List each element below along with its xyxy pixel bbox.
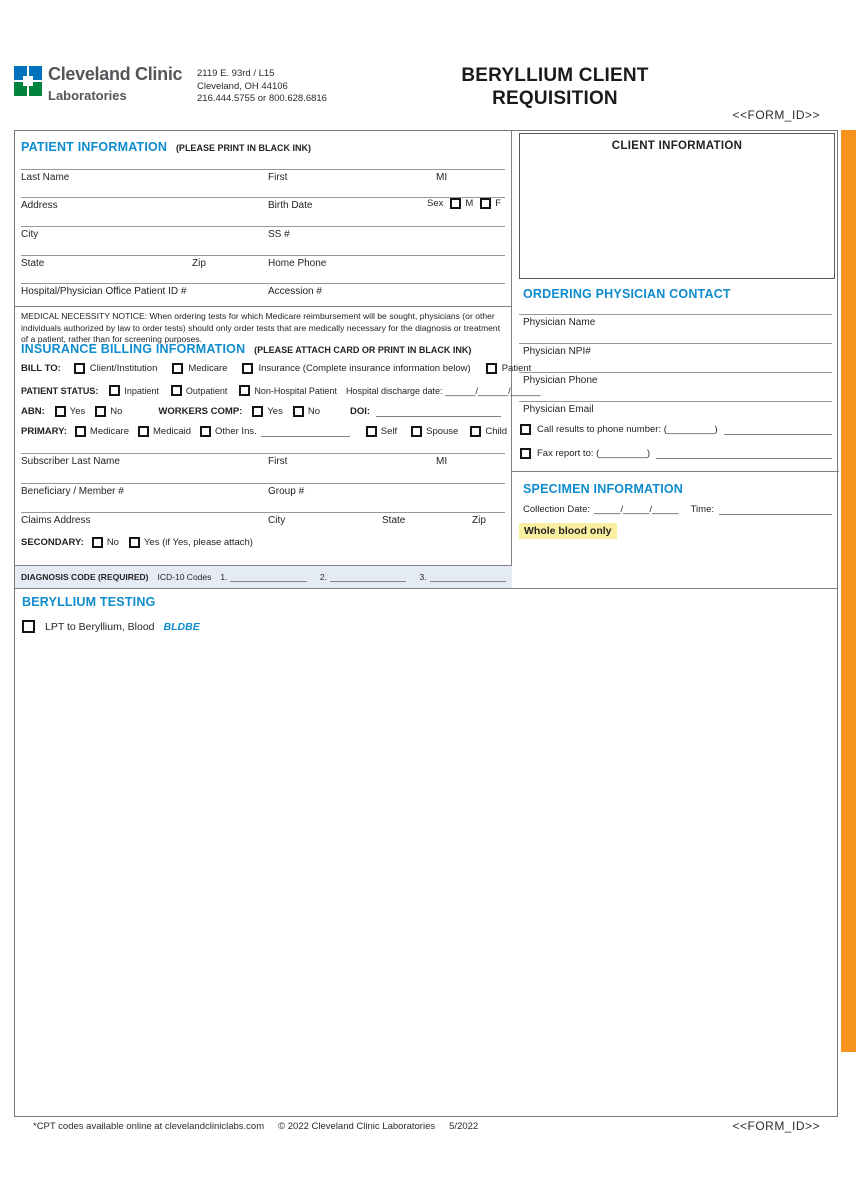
other-insurance-blank[interactable] (261, 427, 350, 437)
discharge-date-blanks[interactable]: ______/______/______ (445, 385, 541, 396)
label-sex: Sex (427, 198, 444, 209)
label-home-phone: Home Phone (268, 258, 327, 269)
label-beneficiary: Beneficiary / Member # (21, 486, 124, 497)
form-title: BERYLLIUM CLIENT REQUISITION (461, 65, 649, 109)
write-line[interactable] (519, 372, 832, 373)
patient-section-header: PATIENT INFORMATION (PLEASE PRINT IN BLACK INK) (21, 140, 311, 154)
label-claims-state: State (382, 515, 406, 526)
label-doi: DOI: (349, 406, 371, 417)
label-lpt-beryllium: LPT to Beryllium, Blood (45, 620, 155, 633)
write-line[interactable] (519, 401, 832, 402)
label-zip: Zip (192, 258, 206, 269)
label-bill-to: BILL TO: (21, 363, 61, 374)
medical-necessity-notice: MEDICAL NECESSITY NOTICE: When ordering tests for which Medicare reimbursement will be sought, physicians (or other individuals authorized by law to order tests) should only order tests that are medically necessary for the diagnosis or treatment of a patient, rather than for screening purposes. (21, 311, 501, 344)
label-physician-phone: Physician Phone (523, 375, 598, 386)
patient-status-row: PATIENT STATUS: Inpatient Outpatient Non-Hospital Patient Hospital discharge date: ______/______/______ (21, 385, 541, 396)
primary-insurance-row: PRIMARY: Medicare Medicaid Other Ins. Self Spouse Child (21, 426, 507, 437)
label-state: State (21, 258, 45, 269)
label-group: Group # (268, 486, 305, 497)
label-discharge-date: Hospital discharge date: (345, 385, 443, 396)
label-physician-name: Physician Name (523, 317, 596, 328)
collection-date-row (523, 504, 832, 515)
checkbox-outpatient[interactable] (171, 385, 182, 396)
fax-report-row (520, 448, 832, 459)
label-address: Address (21, 200, 58, 211)
checkbox-primary-other[interactable] (200, 426, 211, 437)
footer-copyright: © 2022 Cleveland Clinic Laboratories (278, 1121, 436, 1132)
checkbox-insurance-billto[interactable] (242, 363, 253, 374)
label-mi: MI (436, 172, 448, 183)
write-line[interactable] (21, 283, 505, 284)
label-sex-m: M (465, 198, 474, 209)
write-line[interactable] (21, 483, 505, 484)
label-claims-address: Claims Address (21, 515, 91, 526)
label-city: City (21, 229, 39, 240)
beryllium-testing-section (15, 588, 837, 1118)
test-code-bldbe: BLDBE (163, 620, 200, 633)
checkbox-lpt-beryllium[interactable] (22, 620, 35, 633)
whole-blood-note: Whole blood only (519, 523, 617, 539)
label-fax-report: Fax report to: (_________) (537, 448, 651, 459)
label-subscriber-mi: MI (436, 456, 448, 467)
checkbox-sex-female[interactable] (480, 198, 491, 209)
footer-cpt-note: *CPT codes available online at clevelandcliniclabs.com (33, 1121, 265, 1132)
checkbox-primary-medicaid[interactable] (138, 426, 149, 437)
label-secondary: SECONDARY: (21, 537, 84, 548)
checkbox-secondary-no[interactable] (92, 537, 103, 548)
write-line[interactable] (519, 314, 832, 315)
icd10-blank-1[interactable] (230, 572, 306, 582)
orange-edge-bar (841, 130, 856, 1052)
checkbox-abn-no[interactable] (95, 406, 106, 417)
label-icd10: ICD-10 Codes (157, 572, 212, 582)
divider (15, 306, 512, 307)
checkbox-client-institution[interactable] (74, 363, 85, 374)
write-line[interactable] (21, 169, 505, 170)
footer (33, 1121, 478, 1132)
sex-group (427, 198, 501, 209)
label-first: First (268, 172, 288, 183)
logo-text: Cleveland Clinic (48, 64, 183, 84)
client-info-title: CLIENT INFORMATION (611, 140, 743, 152)
cleveland-clinic-logo-icon (14, 66, 42, 96)
label-accession: Accession # (268, 286, 322, 297)
checkbox-non-hospital[interactable] (239, 385, 250, 396)
checkbox-wc-yes[interactable] (252, 406, 263, 417)
label-primary: PRIMARY: (21, 426, 67, 437)
checkbox-rel-child[interactable] (470, 426, 481, 437)
checkbox-rel-spouse[interactable] (411, 426, 422, 437)
checkbox-sex-male[interactable] (450, 198, 461, 209)
label-collection-date: Collection Date: (523, 504, 591, 515)
checkbox-medicare-billto[interactable] (172, 363, 183, 374)
label-claims-zip: Zip (472, 515, 486, 526)
label-sex-f: F (495, 198, 502, 209)
icd10-blank-2[interactable] (330, 572, 406, 582)
checkbox-wc-no[interactable] (293, 406, 304, 417)
form-id-top: <<FORM_ID>> (732, 108, 820, 122)
time-blank[interactable] (719, 505, 832, 515)
label-workers-comp: WORKERS COMP: (158, 406, 243, 417)
write-line[interactable] (21, 226, 505, 227)
insurance-section-header: INSURANCE BILLING INFORMATION (PLEASE ATTACH CARD OR PRINT IN BLACK INK) (21, 342, 472, 356)
call-results-blank[interactable] (724, 425, 832, 435)
collection-date-blanks[interactable]: _____/_____/_____ (594, 504, 679, 515)
form-id-bottom: <<FORM_ID>> (732, 1119, 820, 1133)
icd10-blank-3[interactable] (430, 572, 506, 582)
checkbox-fax-report[interactable] (520, 448, 531, 459)
label-diagnosis-code: DIAGNOSIS CODE (REQUIRED) (21, 572, 149, 582)
secondary-row: SECONDARY: No Yes (if Yes, please attach) (21, 537, 253, 548)
checkbox-secondary-yes[interactable] (129, 537, 140, 548)
beryllium-test-row (22, 620, 200, 633)
write-line[interactable] (21, 512, 505, 513)
label-hospital-patient-id: Hospital/Physician Office Patient ID # (21, 286, 187, 297)
label-birth-date: Birth Date (268, 200, 313, 211)
doi-blank[interactable] (376, 407, 501, 417)
label-claims-city: City (268, 515, 286, 526)
checkbox-patient-billto[interactable] (486, 363, 497, 374)
patient-insurance-column (15, 131, 541, 588)
testing-section-header: BERYLLIUM TESTING (22, 595, 156, 609)
abn-workers-comp-row: ABN: Yes No WORKERS COMP: Yes No DOI: (21, 406, 507, 417)
label-physician-email: Physician Email (523, 404, 594, 415)
label-last-name: Last Name (21, 172, 70, 183)
divider (512, 471, 839, 472)
fax-report-blank[interactable] (656, 449, 832, 459)
label-abn: ABN: (21, 406, 45, 417)
checkbox-abn-yes[interactable] (55, 406, 66, 417)
specimen-section-header: SPECIMEN INFORMATION (523, 482, 684, 496)
diagnosis-code-band: DIAGNOSIS CODE (REQUIRED) ICD-10 Codes 1. 2. 3. (15, 565, 512, 588)
label-patient-status: PATIENT STATUS: (21, 385, 99, 396)
form-main-box (14, 130, 838, 1117)
label-call-results: Call results to phone number: (_________) (537, 424, 718, 435)
checkbox-inpatient[interactable] (109, 385, 120, 396)
physician-section-header: ORDERING PHYSICIAN CONTACT (523, 287, 731, 301)
label-subscriber-last: Subscriber Last Name (21, 456, 120, 467)
label-subscriber-first: First (268, 456, 288, 467)
bill-to-row: BILL TO: Client/Institution Medicare Insurance (Complete insurance information below) Patient (21, 363, 532, 374)
write-line[interactable] (519, 343, 832, 344)
client-physician-column (512, 131, 839, 588)
write-line[interactable] (21, 255, 505, 256)
write-line[interactable] (21, 453, 505, 454)
label-time: Time: (690, 504, 714, 515)
label-physician-npi: Physician NPI# (523, 346, 591, 357)
lab-address: 2119 E. 93rd / L15 Cleveland, OH 44106 216.444.5755 or 800.628.6816 (197, 68, 327, 104)
checkbox-rel-self[interactable] (366, 426, 377, 437)
checkbox-primary-medicare[interactable] (75, 426, 86, 437)
checkbox-call-results[interactable] (520, 424, 531, 435)
footer-date: 5/2022 (449, 1121, 479, 1132)
label-ss-number: SS # (268, 229, 290, 240)
client-information-box[interactable] (519, 133, 835, 279)
logo-subtext: Laboratories (48, 88, 127, 103)
call-results-row (520, 424, 832, 435)
